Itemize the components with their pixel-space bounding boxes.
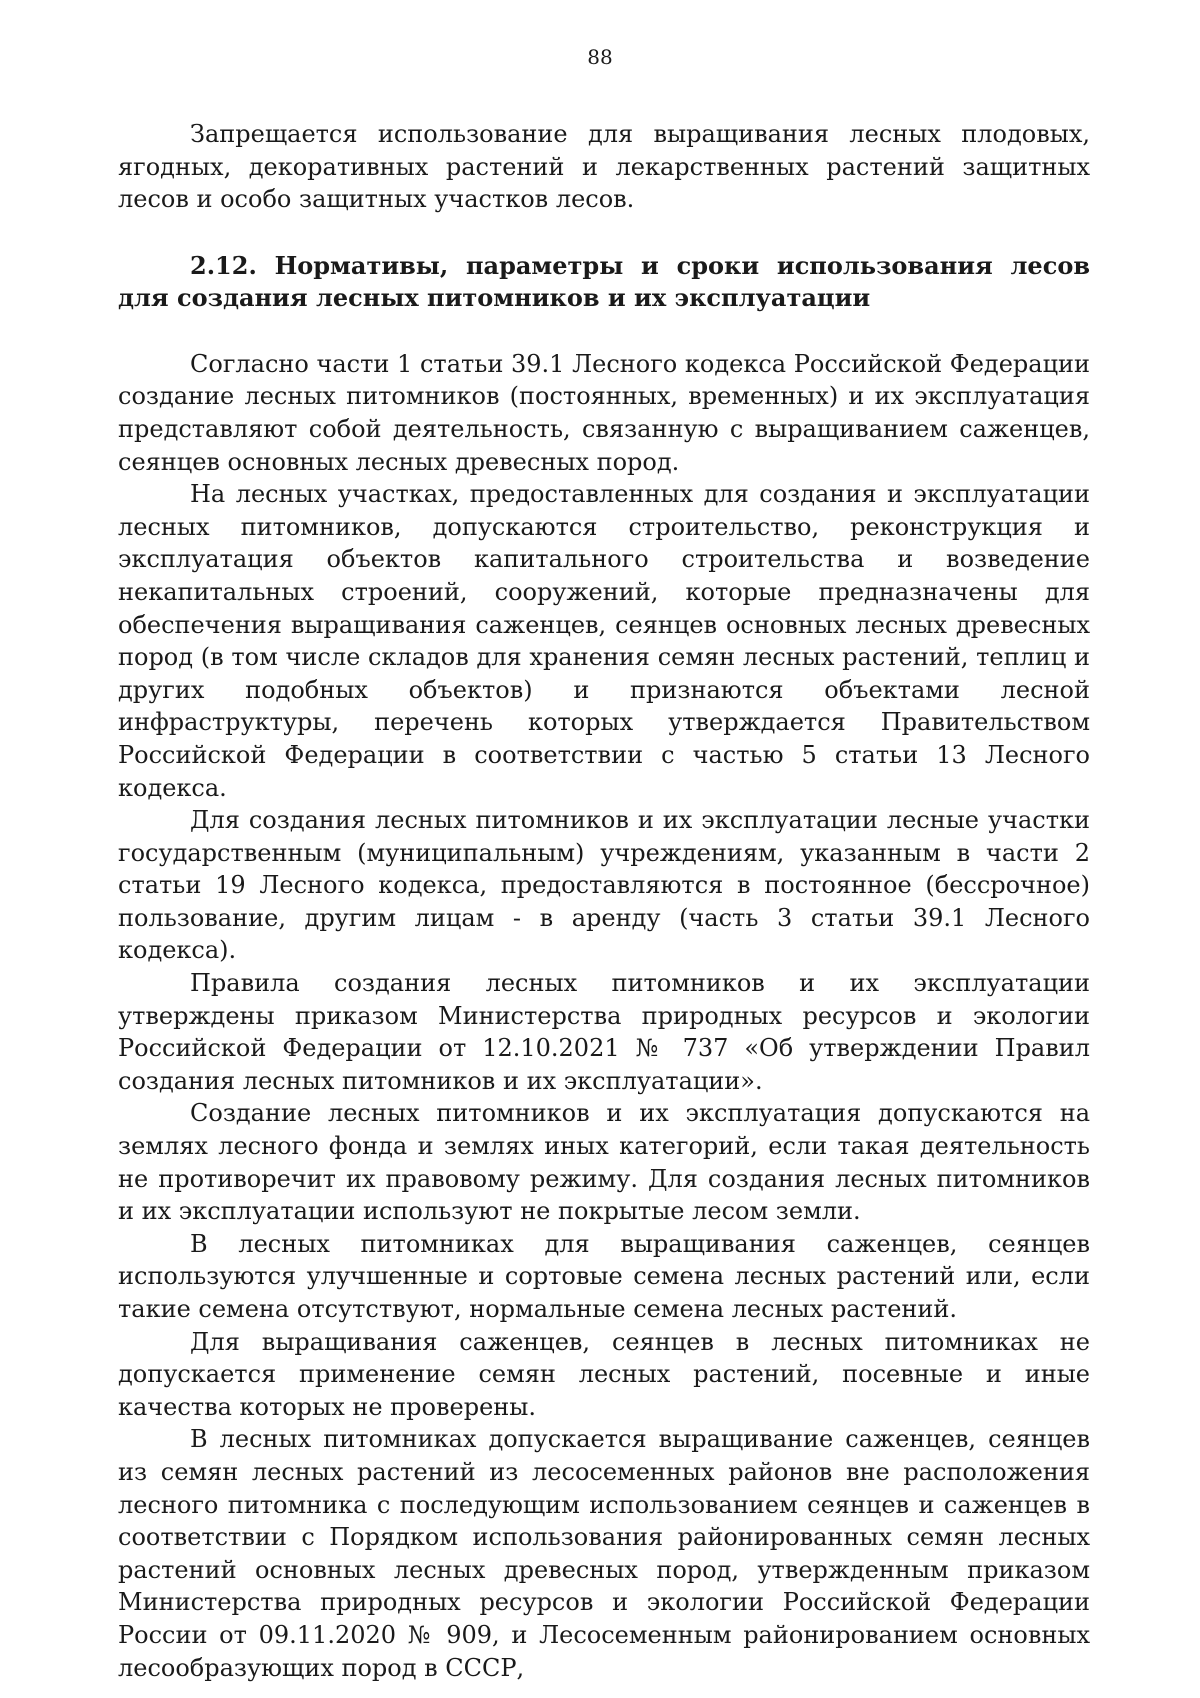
body-paragraph: Правила создания лесных питомников и их эксплуатации утверждены приказом Министерства природных ресурсов и экологии Российской Федерации от 12.10.2021 № 737 «Об утверждении Правил создания лесных питомников и их эксплуатации». bbox=[118, 969, 1090, 1095]
body-paragraph: На лесных участках, предоставленных для создания и эксплуатации лесных питомников, допускаются строительство, реконструкция и эксплуатация объектов капитального строительства и возведение некапитальных строений, сооружений, которые предназначены для обеспечения выращивания саженцев, сеянцев основных лесных древесных пород (в том числе складов для хранения семян лесных растений, теплиц и других подобных объектов) и признаются объектами лесной инфраструктуры, перечень которых утверждается Правительством Российской Федерации в соответствии с частью 5 статьи 13 Лесного кодекса. bbox=[118, 480, 1090, 802]
body-paragraph: Согласно части 1 статьи 39.1 Лесного кодекса Российской Федерации создание лесных питомников (постоянных, временных) и их эксплуатация представляют собой деятельность, связанную с выращиванием саженцев, сеянцев основных лесных древесных пород. bbox=[118, 349, 1090, 476]
section-heading: 2.12. Нормативы, параметры и сроки использования лесов для создания лесных питомников и их эксплуатации bbox=[118, 250, 1090, 312]
intro-paragraph: Запрещается использование для выращивания лесных плодовых, ягодных, декоративных растений и лекарственных растений защитных лесов и особо защитных участков лесов. bbox=[118, 120, 1090, 214]
page-number: 88 bbox=[587, 45, 613, 69]
body-paragraph: В лесных питомниках для выращивания саженцев, сеянцев используются улучшенные и сортовые семена лесных растений или, если такие семена отсутствуют, нормальные семена лесных растений. bbox=[118, 1229, 1090, 1323]
body-paragraph: В лесных питомниках допускается выращивание саженцев, сеянцев из семян лесных растений из лесосеменных районов вне расположения лесного питомника с последующим использованием сеянцев и саженцев в соответствии с Порядком использования районированных семян лесных растений основных лесных древесных пород, утвержденным приказом Министерства природных ресурсов и экологии Российской Федерации России от 09.11.2020 № 909, и Лесосеменным районированием основных лесообразующих пород в СССР, bbox=[118, 1425, 1090, 1682]
body-paragraph: Для выращивания саженцев, сеянцев в лесных питомниках не допускается применение семян лесных растений, посевные и иные качества которых не проверены. bbox=[118, 1327, 1090, 1421]
body-paragraph: Для создания лесных питомников и их эксплуатации лесные участки государственным (муниципальным) учреждениям, указанным в части 2 статьи 19 Лесного кодекса, предоставляются в постоянное (бессрочное) пользование, другим лицам - в аренду (часть 3 статьи 39.1 Лесного кодекса). bbox=[118, 806, 1090, 965]
page-content bbox=[118, 118, 1090, 1684]
body-paragraph: Создание лесных питомников и их эксплуатация допускаются на землях лесного фонда и землях иных категорий, если такая деятельность не противоречит их правовому режиму. Для создания лесных питомников и их эксплуатации используют не покрытые лесом земли. bbox=[118, 1099, 1090, 1226]
